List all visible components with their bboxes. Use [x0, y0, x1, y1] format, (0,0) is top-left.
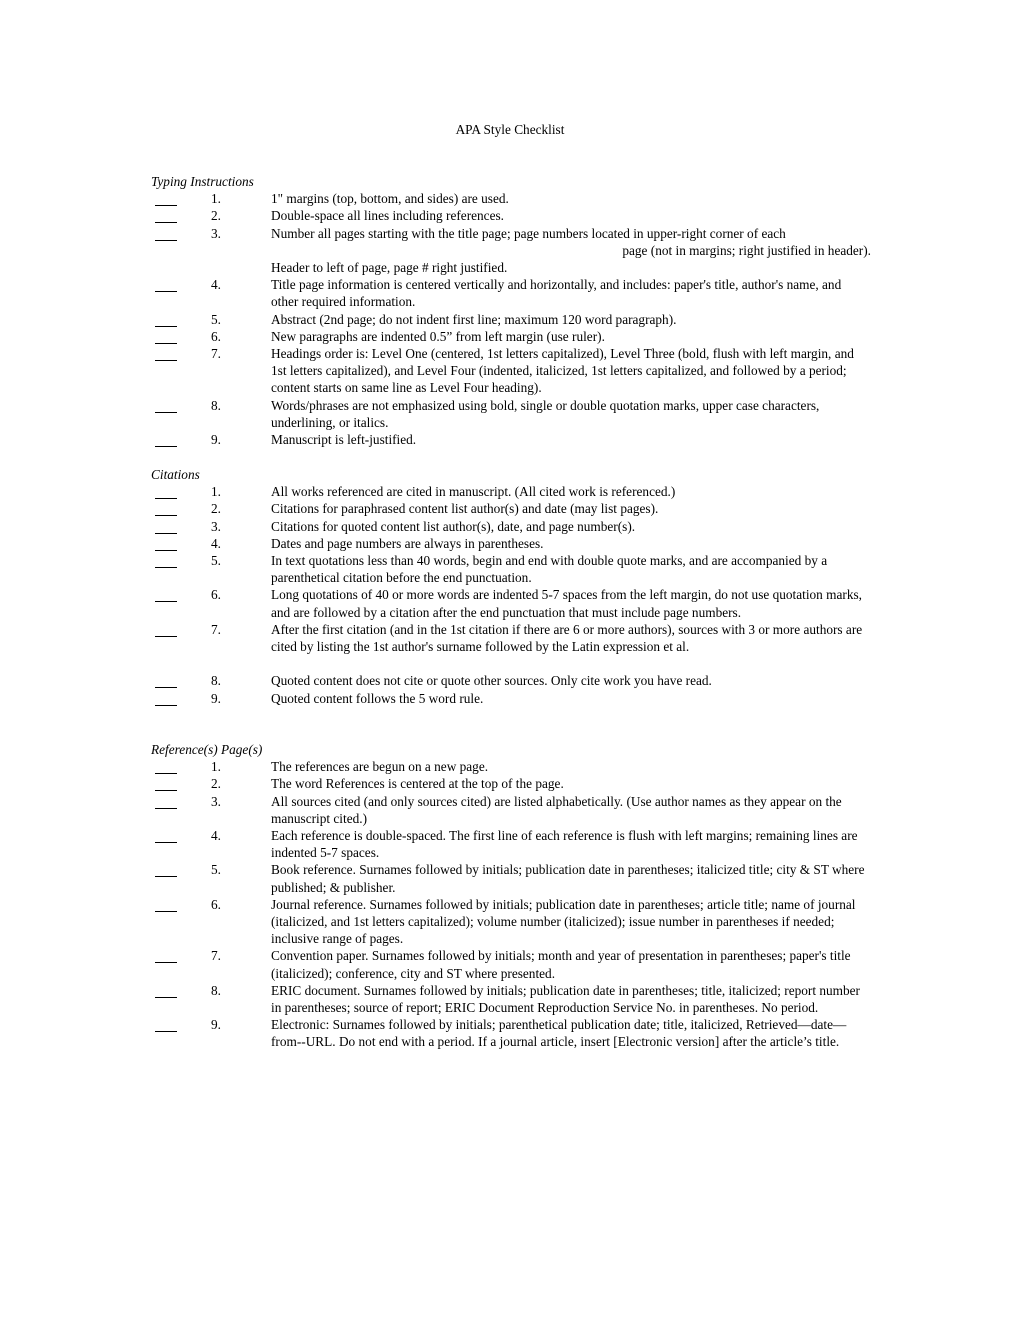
checkbox-blank[interactable] — [155, 348, 177, 361]
section-heading: Reference(s) Page(s) — [151, 742, 263, 757]
checklist-item — [151, 982, 881, 1016]
item-number: 7. — [211, 948, 221, 964]
item-number: 8. — [211, 673, 221, 689]
item-number: 6. — [211, 587, 221, 603]
checkbox-blank[interactable] — [155, 693, 177, 706]
checklist-item — [151, 535, 881, 552]
section-citations — [151, 466, 881, 707]
item-text: Headings order is: Level One (centered, 1st letters capitalized), Level Three (bold, flush with left margin, and 1st letters capitalized), and Level Four (indented, italicized, 1st letters capitalized, and followed by a period; content starts on same line as Level Four heading). — [271, 346, 854, 396]
checkbox-blank[interactable] — [155, 796, 177, 809]
item-number: 9. — [211, 1017, 221, 1033]
checklist-item — [151, 397, 881, 431]
item-number: 1. — [211, 759, 221, 775]
checklist-item — [151, 896, 881, 948]
item-number: 1. — [211, 484, 221, 500]
item-number: 7. — [211, 346, 221, 362]
item-text: Citations for quoted content list author(s), date, and page number(s). — [271, 518, 636, 534]
item-text: Title page information is centered vertically and horizontally, and includes: paper's title, author's name, and other required information. — [271, 277, 842, 310]
checkbox-blank[interactable] — [155, 864, 177, 877]
item-text: Words/phrases are not emphasized using bold, single or double quotation marks, upper case characters, underlining, or italics. — [271, 397, 820, 430]
item-number: 4. — [211, 277, 221, 293]
checklist-item — [151, 328, 881, 345]
item-text: After the first citation (and in the 1st citation if there are 6 or more authors), sources with 3 or more authors are cited by listing the 1st author's surname followed by the Latin expression et al. — [271, 621, 863, 655]
section-heading: Citations — [151, 467, 200, 482]
checklist-item — [151, 225, 881, 277]
checkbox-blank[interactable] — [155, 950, 177, 963]
item-text: All sources cited (and only sources cited) are listed alphabetically. (Use author names as they appear on the manuscript cited.) — [271, 793, 842, 826]
checklist-item — [151, 690, 881, 707]
checkbox-blank[interactable] — [155, 778, 177, 791]
checkbox-blank[interactable] — [155, 228, 177, 241]
item-text: Convention paper. Surnames followed by initials; month and year of presentation in parentheses; paper's title (italicized); conference, city and ST where presented. — [271, 948, 851, 981]
item-number: 2. — [211, 208, 221, 224]
checkbox-blank[interactable] — [155, 210, 177, 223]
item-number: 5. — [211, 553, 221, 568]
item-number: 6. — [211, 328, 221, 344]
checklist-item — [151, 758, 881, 775]
item-number: 3. — [211, 793, 221, 809]
item-text: All works referenced are cited in manuscript. (All cited work is referenced.) — [271, 484, 676, 500]
checklist-item — [151, 500, 881, 517]
checklist-item — [151, 552, 881, 586]
checkbox-blank[interactable] — [155, 279, 177, 292]
checkbox-blank[interactable] — [155, 400, 177, 413]
item-number: 9. — [211, 432, 221, 448]
item-text: Manuscript is left-justified. — [271, 432, 417, 448]
item-number: 6. — [211, 896, 221, 912]
item-number: 9. — [211, 690, 221, 706]
item-text: Double-space all lines including references. — [271, 208, 504, 224]
checklist-item — [151, 518, 881, 535]
item-number: 7. — [211, 621, 221, 637]
item-number: 2. — [211, 501, 221, 517]
item-number: 3. — [211, 518, 221, 534]
checklist-item — [151, 431, 881, 448]
checkbox-blank[interactable] — [155, 761, 177, 774]
checklist-item — [151, 775, 881, 792]
checkbox-blank[interactable] — [155, 985, 177, 998]
checklist-item — [151, 1016, 881, 1050]
item-text: The word References is centered at the top of the page. — [271, 776, 564, 792]
checklist-item — [151, 827, 881, 861]
item-text: ERIC document. Surnames followed by initials; publication date in parentheses; title, italicized; report number in parentheses; source of report; ERIC Document Reproduction Service No. in parentheses. No period. — [271, 982, 860, 1016]
item-text-continuation: page (not in margins; right justified in header). — [622, 242, 871, 258]
checkbox-blank[interactable] — [155, 503, 177, 516]
checklist-item — [151, 345, 881, 397]
checklist-item — [151, 190, 881, 207]
checklist-item — [151, 207, 881, 224]
checklist-item — [151, 311, 881, 328]
checkbox-blank[interactable] — [155, 314, 177, 327]
checkbox-blank[interactable] — [155, 434, 177, 447]
checkbox-blank[interactable] — [155, 589, 177, 602]
item-text: Dates and page numbers are always in parentheses. — [271, 535, 544, 551]
item-text: Journal reference. Surnames followed by initials; publication date in parentheses; article title; name of journal (italicized, and 1st letters capitalized); volume number (italicized); issue number in parentheses if needed; inclusive range of pages. — [271, 896, 856, 947]
item-text: Quoted content follows the 5 word rule. — [271, 690, 484, 706]
item-number: 5. — [211, 311, 221, 327]
checkbox-blank[interactable] — [155, 521, 177, 534]
checkbox-blank[interactable] — [155, 331, 177, 344]
item-number: 1. — [211, 191, 221, 207]
item-text: Book reference. Surnames followed by initials; publication date in parentheses; italicized title; city & ST where published; & publisher. — [271, 862, 865, 895]
item-number: 5. — [211, 862, 221, 878]
checkbox-blank[interactable] — [155, 193, 177, 206]
item-text: Citations for paraphrased content list author(s) and date (may list pages). — [271, 501, 659, 517]
item-text: Number all pages starting with the title page; page numbers located in upper-right corner of each — [271, 225, 786, 241]
item-text: The references are begun on a new page. — [271, 759, 489, 775]
checklist-item — [151, 621, 881, 655]
item-number: 4. — [211, 535, 221, 551]
item-text: In text quotations less than 40 words, begin and end with double quote marks, and are accompanied by a parenthetical citation before the end punctuation. — [271, 553, 828, 586]
item-text: Electronic: Surnames followed by initials; parenthetical publication date; title, italicized, Retrieved—date—from--URL. Do not end with a period. If a journal article, insert [Electronic version] after the article’s title. — [271, 1017, 847, 1050]
item-text: Each reference is double-spaced. The first line of each reference is flush with left margins; remaining lines are indented 5-7 spaces. — [271, 828, 858, 861]
checkbox-blank[interactable] — [155, 675, 177, 688]
checkbox-blank[interactable] — [155, 830, 177, 843]
checkbox-blank[interactable] — [155, 538, 177, 551]
section-typing-instructions — [151, 173, 881, 448]
item-text-continuation: Header to left of page, page # right justified. — [271, 260, 508, 275]
item-text: Abstract (2nd page; do not indent first line; maximum 120 word paragraph). — [271, 311, 677, 327]
blank-line — [151, 655, 881, 672]
item-text: Long quotations of 40 or more words are indented 5-7 spaces from the left margin, do not use quotation marks, and are followed by a citation after the end punctuation that must include page numbers. — [271, 587, 862, 620]
item-number: 4. — [211, 828, 221, 843]
item-number: 8. — [211, 397, 221, 413]
item-number: 8. — [211, 982, 221, 998]
item-text: 1" margins (top, bottom, and sides) are used. — [271, 191, 509, 207]
checklist-item — [151, 672, 881, 689]
checklist-item — [151, 861, 881, 895]
item-text: Quoted content does not cite or quote other sources. Only cite work you have read. — [271, 673, 712, 689]
item-text: New paragraphs are indented 0.5” from left margin (use ruler). — [271, 328, 605, 344]
checklist-item — [151, 793, 881, 827]
checkbox-blank[interactable] — [155, 486, 177, 499]
item-number: 3. — [211, 225, 221, 241]
page-title: APA Style Checklist — [455, 122, 565, 137]
checklist-item — [151, 483, 881, 500]
checklist-item — [151, 276, 881, 310]
checklist-item — [151, 586, 881, 620]
section-heading: Typing Instructions — [151, 174, 254, 189]
item-number: 2. — [211, 776, 221, 792]
checkbox-blank[interactable] — [155, 624, 177, 637]
checkbox-blank[interactable] — [155, 899, 177, 912]
checkbox-blank[interactable] — [155, 1019, 177, 1032]
checklist-item — [151, 947, 881, 981]
section-references-pages — [151, 741, 881, 1051]
checkbox-blank[interactable] — [155, 555, 177, 568]
